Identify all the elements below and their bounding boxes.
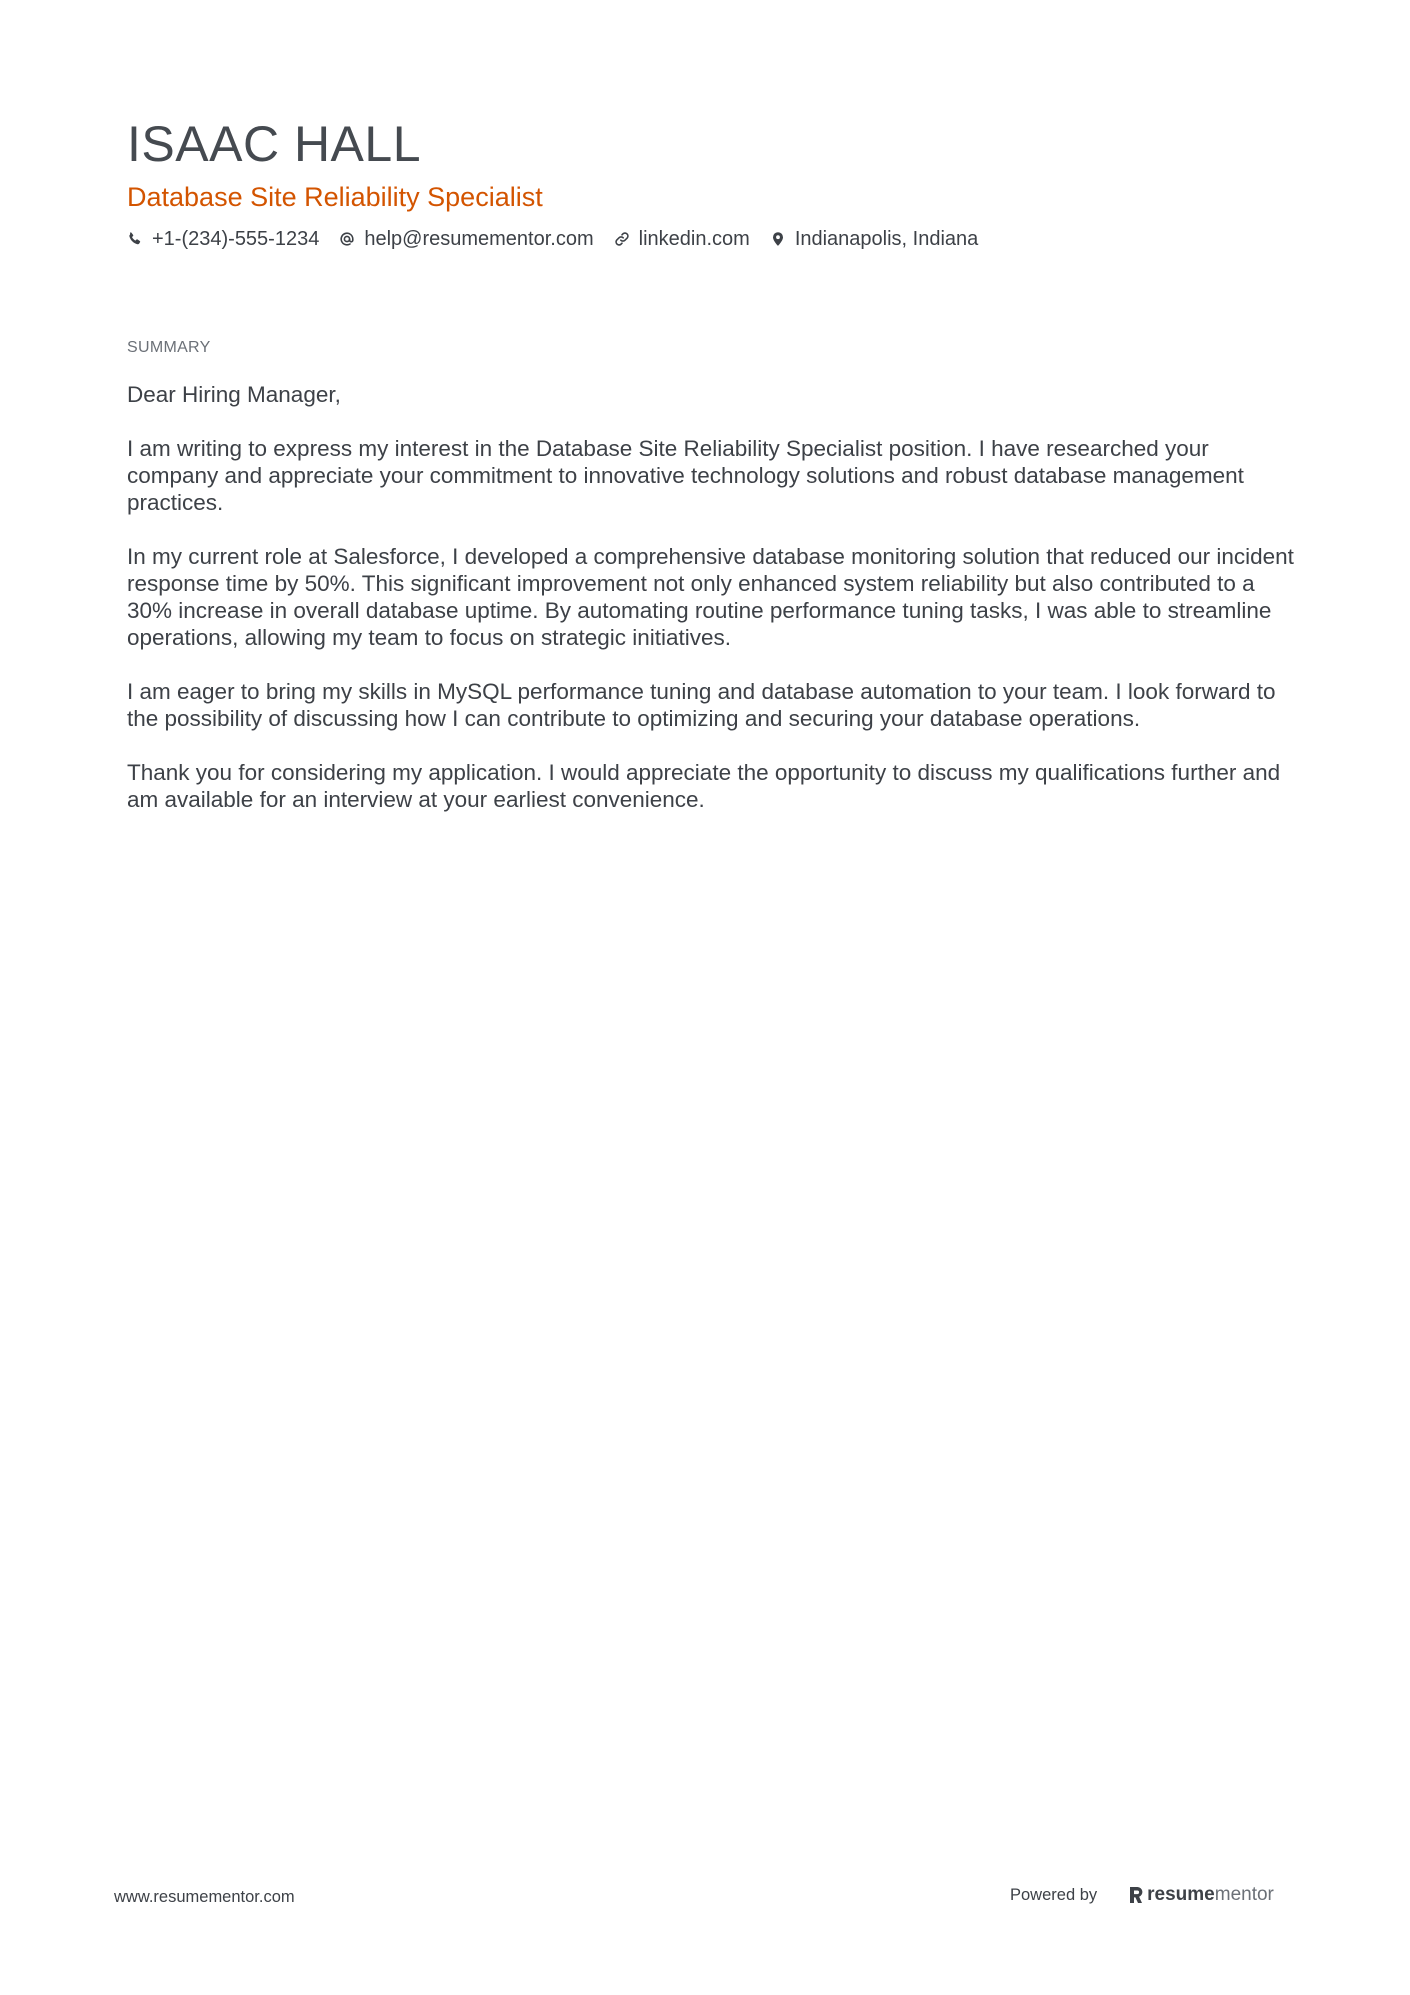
summary-heading: SUMMARY — [127, 339, 211, 356]
brand-name-light: mentor — [1214, 1884, 1274, 1905]
brand-name-strong: resume — [1147, 1884, 1215, 1905]
powered-by — [1010, 1884, 1274, 1906]
at-icon — [339, 231, 355, 247]
contact-email-text: help@resumementor.com — [364, 228, 594, 250]
letter-salutation: Dear Hiring Manager, — [127, 382, 341, 407]
letter-paragraph: In my current role at Salesforce, I developed a comprehensive database monitoring solution that reduced our incident response time by 50%. This significant improvement not only enhanced system reliability but also contributed to a 30% increase in overall database uptime. By automating routine performance tuning tasks, I was able to streamline operations, allowing my team to focus on strategic initiatives. — [127, 544, 1294, 650]
contact-bar — [127, 227, 998, 251]
letter-paragraph: I am eager to bring my skills in MySQL performance tuning and database automation to your team. I look forward to the possibility of discussing how I can contribute to optimizing and securing your database operations. — [127, 679, 1276, 731]
contact-phone[interactable] — [127, 227, 319, 251]
footer-website-link[interactable]: www.resumementor.com — [114, 1888, 295, 1906]
contact-linkedin[interactable] — [614, 227, 750, 251]
contact-phone-text: +1-(234)-555-1234 — [152, 228, 320, 250]
candidate-name: ISAAC HALL — [127, 116, 422, 172]
resumementor-logo-icon — [1127, 1885, 1145, 1905]
contact-location-text: Indianapolis, Indiana — [794, 228, 979, 250]
contact-email[interactable] — [339, 227, 593, 251]
contact-location — [770, 227, 978, 251]
letter-closing: Thank you for considering my application. I would appreciate the opportunity to discuss my qualifications further and am available for an interview at your earliest convenience. — [127, 760, 1281, 812]
letter-body — [127, 381, 1302, 840]
brand-logo[interactable] — [1127, 1884, 1274, 1906]
job-title: Database Site Reliability Specialist — [127, 182, 543, 212]
link-icon — [614, 231, 630, 247]
letter-paragraph: I am writing to express my interest in the Database Site Reliability Specialist position. I have researched your company and appreciate your commitment to innovative technology solutions and robust database management practices. — [127, 436, 1244, 515]
contact-linkedin-text: linkedin.com — [638, 228, 750, 250]
phone-icon — [127, 231, 143, 247]
powered-by-label: Powered by — [1010, 1886, 1098, 1904]
location-pin-icon — [770, 231, 786, 247]
